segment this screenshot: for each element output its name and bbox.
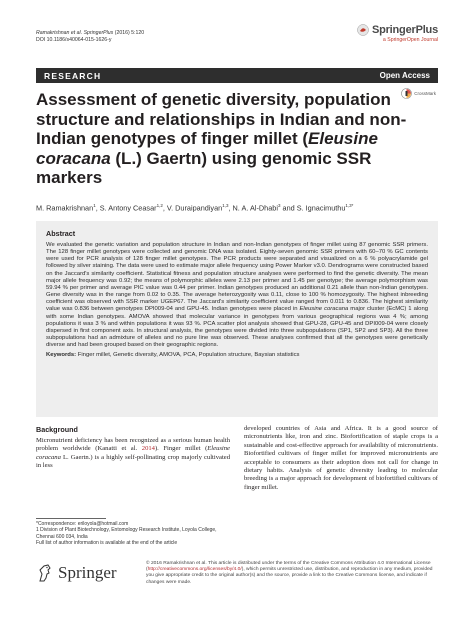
citation-volume: (2016) 5:120 (113, 30, 145, 36)
right-column-text: developed countries of Asia and Africa. It is a good source of micronutrients like, iron and zinc. Biofortification of staple crops is a sustainable and cost-effective approach for availability of micronutrients. Biofortified cultivars of finger millet for improved micronutrients are acceptable to consumers as their adoption does not call for change in dietary habits. Analysis of genetic diversity leading to molecular breeding is a major approach for development of biofortified cultivars of finger millet. (244, 425, 438, 491)
open-access-label: Open Access (379, 71, 430, 80)
author-affiliation: 1,3* (345, 203, 354, 208)
springer-horse-icon (36, 563, 54, 583)
author-name[interactable]: M. Ramakrishnan (36, 203, 94, 213)
background-species: Eleusine coracana (36, 445, 230, 461)
doi-text: DOI 10.1186/s40064-015-1626-y (36, 37, 112, 43)
author-separator: and (280, 203, 297, 213)
journal-name: SpringerPlus (371, 24, 438, 36)
crossmark-label: CrossMark (414, 91, 436, 96)
author-affiliation: 1,3 (222, 203, 229, 208)
footnotes (36, 521, 226, 546)
license-part-1: © 2016 Ramakrishnan et al. This article is distributed under the terms of the Creative Commons Attribution 4.0 International License ( (146, 561, 431, 573)
abstract-part-1: We evaluated the genetic variation and population structure in Indian and non-Indian genotypes of finger millet using 87 genomic SSR primers. The 128 finger millet genotypes were collected and genomic DNA was isolated. Eighty-seven genomic SSR primers with 60–70 % GC contents were used for PCR analysis of 128 finger millet genotypes. The PCR products were separated and visualized on a 6 % polyacrylamide gel followed by silver staining. The data were used to estimate major allele frequency using Power Marker v3.0. Dendrograms were constructed based on the Jaccard's similarity coefficient. Statistical fitness and population structure analyses were performed to find the genetic diversity. The mean major allele frequency was 0.92; the means of polymorphic alleles were 2.13 per primer and 1.45 per genotype; the average polymorphism was 59.94 % per primer and average PIC value was 0.44 per primer. Indian genotypes produced an additional 0.21 allele than non-Indian genotypes. Gene diversity was in the range from 0.02 to 0.35. The average heterozygosity was 0.11, close to 100 % homozygosity. The highest inbreeding coefficient was observed with SSR marker UGEP67. The Jaccard's similarity coefficient value ranged from 0.011 to 0.836. The highest similarity value was 0.836 between genotypes DPI009-04 and GPU-45. Indian genotypes were placed in (46, 242, 428, 313)
publisher-name: Springer (58, 563, 117, 582)
keywords (46, 352, 428, 359)
background-text-3: L. Gaertn.) is a highly self-pollinating crop majorly cultivated in less (36, 453, 230, 470)
affiliation-1: 1 Division of Plant Biotechnology, Entomology Research Institute, Loyola College, Chennai 600 034, India (36, 527, 217, 540)
author-affiliation: 3 (277, 203, 281, 208)
citation-journal: Ramakrishnan et al. SpringerPlus (36, 30, 114, 36)
keywords-label: Keywords: (46, 352, 77, 359)
title-part-1: Assessment of genetic diversity, population structure and relationships in Indian and non-Indian genotypes of finger millet ( (36, 90, 407, 148)
author-affiliation: 1 (93, 203, 96, 208)
journal-brand[interactable] (357, 24, 438, 43)
right-column (244, 425, 438, 492)
background-text (36, 437, 230, 471)
author-name[interactable]: V. Duraipandiyan (166, 203, 223, 213)
citation-header (36, 30, 144, 44)
keywords-list: Finger millet, Genetic diversity, AMOVA, PCA, Population structure, Baysian statistics (76, 352, 300, 359)
author-name[interactable]: N. A. Al-Dhabi (232, 203, 278, 213)
journal-subtitle: a SpringerOpen Journal (382, 37, 438, 43)
title-species: Eleusine coracana (36, 129, 378, 168)
springerplus-logo-icon (357, 24, 369, 36)
abstract-box (36, 221, 438, 417)
author-separator: , (228, 203, 233, 213)
license-link[interactable]: http://creativecommons.org/licenses/by/4.0/ (147, 567, 242, 573)
title-part-2: (L.) Gaertn) using genomic SSR markers (36, 148, 372, 187)
correspondence[interactable]: *Correspondence: eriloyola@hotmail.com (36, 521, 129, 527)
article-category: RESEARCH (44, 70, 102, 81)
abstract-text (46, 242, 428, 349)
publisher-logo[interactable] (36, 563, 117, 583)
background-section (36, 425, 230, 471)
affiliation-note: Full list of author information is available at the end of the article (36, 539, 178, 546)
background-text-2: ). Finger millet ( (154, 445, 208, 453)
article-type-bar (36, 68, 438, 83)
footnote-divider (36, 518, 106, 519)
abstract-heading: Abstract (46, 229, 76, 238)
author-list (36, 203, 438, 212)
author-name[interactable]: S. Ignacimuthu (296, 203, 346, 213)
author-name[interactable]: S. Antony Ceasar (99, 203, 157, 213)
author-separator: , (95, 203, 100, 213)
author-separator: , (162, 203, 167, 213)
citation-link[interactable]: 2014 (141, 445, 155, 453)
background-heading: Background (36, 425, 78, 434)
abstract-part-2: major cluster (EcMC) 1 along with some Indian genotypes. AMOVA showed that molecular variance in genotypes from various geographical regions was 4 %; among populations it was 3 % and within populations it was 93 %. PCA scatter plot analysis showed that GPU-28, GPU-45 and DPI009-04 were closely dispersed in first component axis. In structural analysis, the genotypes were divided into three subpopulations (SP1, SP2 and SP3). All the three subpopulations had an admixture of alleles and no pure line was observed. These analyses confirmed that all the genotypes were genetically diverse and had been grouped based on their geographic regions. (46, 306, 428, 349)
author-affiliation: 1,2 (156, 203, 163, 208)
license-part-2: ), which permits unrestricted use, distribution, and reproduction in any medium, provided you give appropriate credit to the original author(s) and the source, provide a link to the Creative Commons license, and indicate if changes were made. (146, 567, 433, 585)
article-title (36, 90, 416, 188)
abstract-species: Eleusine coracana (299, 306, 349, 313)
background-text-1: Micronutrient deficiency has been recognized as a serious human health problem worldwide (Kanatti et al. (36, 437, 230, 453)
license-text (146, 561, 438, 586)
